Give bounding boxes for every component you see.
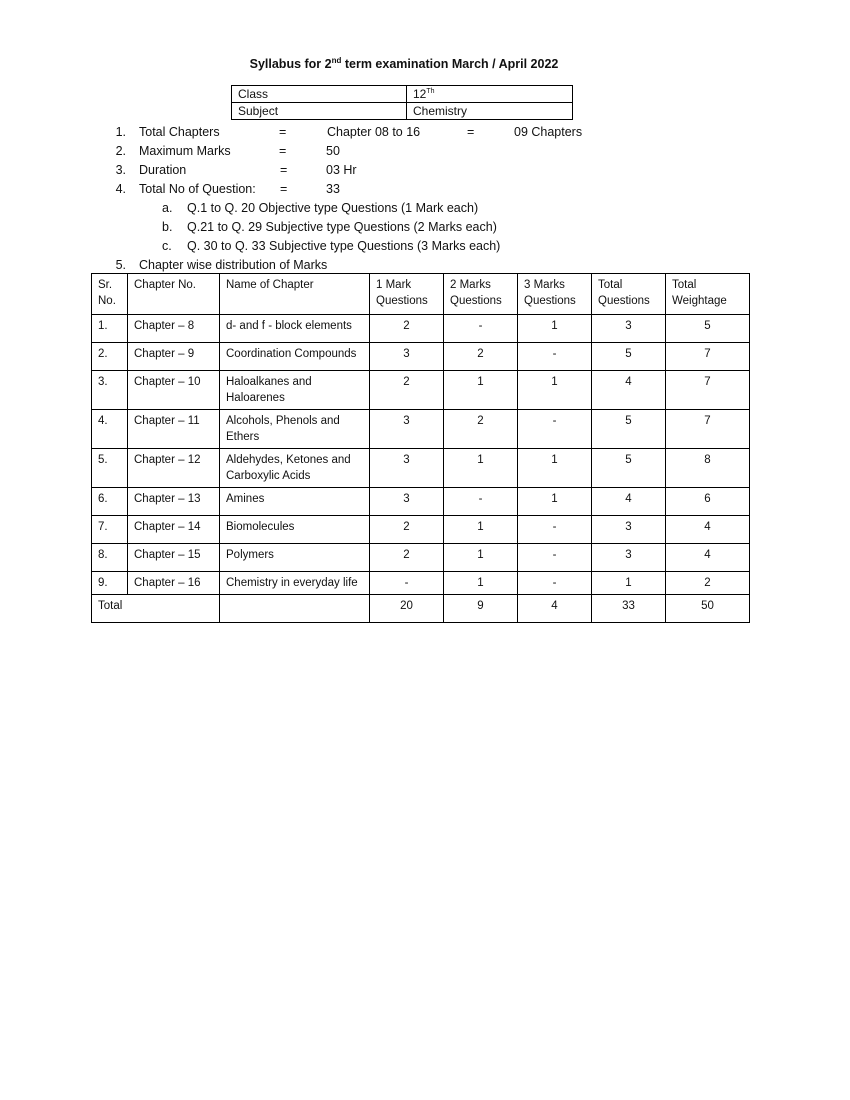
- marks-distribution-table: [91, 273, 750, 623]
- total-label: Total: [92, 595, 220, 623]
- header-2-marks: 2 Marks Questions: [444, 274, 518, 315]
- sub-item-text: Q.21 to Q. 29 Subjective type Questions (2 Marks each): [187, 220, 497, 234]
- class-value: 12Th: [407, 86, 573, 103]
- table-row: 6. Chapter – 13 Amines 3 - 1 4 6: [92, 488, 750, 516]
- item-value: 33: [326, 182, 340, 196]
- header-total-questions: Total Questions: [592, 274, 666, 315]
- item-value: Chapter 08 to 16: [327, 125, 421, 139]
- total-3-marks: 4: [518, 595, 592, 623]
- table-row: 8. Chapter – 15 Polymers 2 1 - 3 4: [92, 544, 750, 572]
- table-total-row: [92, 595, 750, 623]
- class-subject-table: [231, 85, 573, 120]
- total-1-mark: 20: [370, 595, 444, 623]
- sub-item-text: Q.1 to Q. 20 Objective type Questions (1 Mark each): [187, 201, 479, 215]
- table-header-row: [92, 274, 750, 315]
- item-label: Duration: [139, 163, 187, 177]
- total-weightage: 50: [666, 595, 750, 623]
- header-sr-no: Sr. No.: [92, 274, 128, 315]
- table-row: 7. Chapter – 14 Biomolecules 2 1 - 3 4: [92, 516, 750, 544]
- header-chapter-name: Name of Chapter: [220, 274, 370, 315]
- item-value: 50: [326, 144, 340, 158]
- sub-item-text: Q. 30 to Q. 33 Subjective type Questions (3 Marks each): [187, 239, 501, 253]
- page-title: Syllabus for 2nd term examination March / April 2022: [249, 56, 559, 72]
- table-row: 5. Chapter – 12 Aldehydes, Ketones and Carboxylic Acids 3 1 1 5 8: [92, 449, 750, 488]
- item-value: 03 Hr: [326, 163, 357, 177]
- table-row: 9. Chapter – 16 Chemistry in everyday life - 1 - 1 2: [92, 572, 750, 595]
- item-label: Maximum Marks: [139, 144, 231, 158]
- item-label: Total No of Question:: [139, 182, 256, 196]
- header-1-mark: 1 Mark Questions: [370, 274, 444, 315]
- item-label: Total Chapters: [139, 125, 220, 139]
- subject-value: Chemistry: [407, 103, 573, 120]
- table-row: 1. Chapter – 8 d- and f - block elements 2 - 1 3 5: [92, 315, 750, 343]
- class-label: Class: [232, 86, 407, 103]
- total-2-marks: 9: [444, 595, 518, 623]
- table-row: 3. Chapter – 10 Haloalkanes and Haloarenes 2 1 1 4 7: [92, 371, 750, 410]
- header-total-weightage: Total Weightage: [666, 274, 750, 315]
- item-label: Chapter wise distribution of Marks: [139, 258, 328, 272]
- header-3-marks: 3 Marks Questions: [518, 274, 592, 315]
- subject-label: Subject: [232, 103, 407, 120]
- table-row: 2. Chapter – 9 Coordination Compounds 3 2 - 5 7: [92, 343, 750, 371]
- table-row: 4. Chapter – 11 Alcohols, Phenols and Ethers 3 2 - 5 7: [92, 410, 750, 449]
- header-chapter-no: Chapter No.: [128, 274, 220, 315]
- total-questions: 33: [592, 595, 666, 623]
- item-value-2: 09 Chapters: [514, 125, 583, 139]
